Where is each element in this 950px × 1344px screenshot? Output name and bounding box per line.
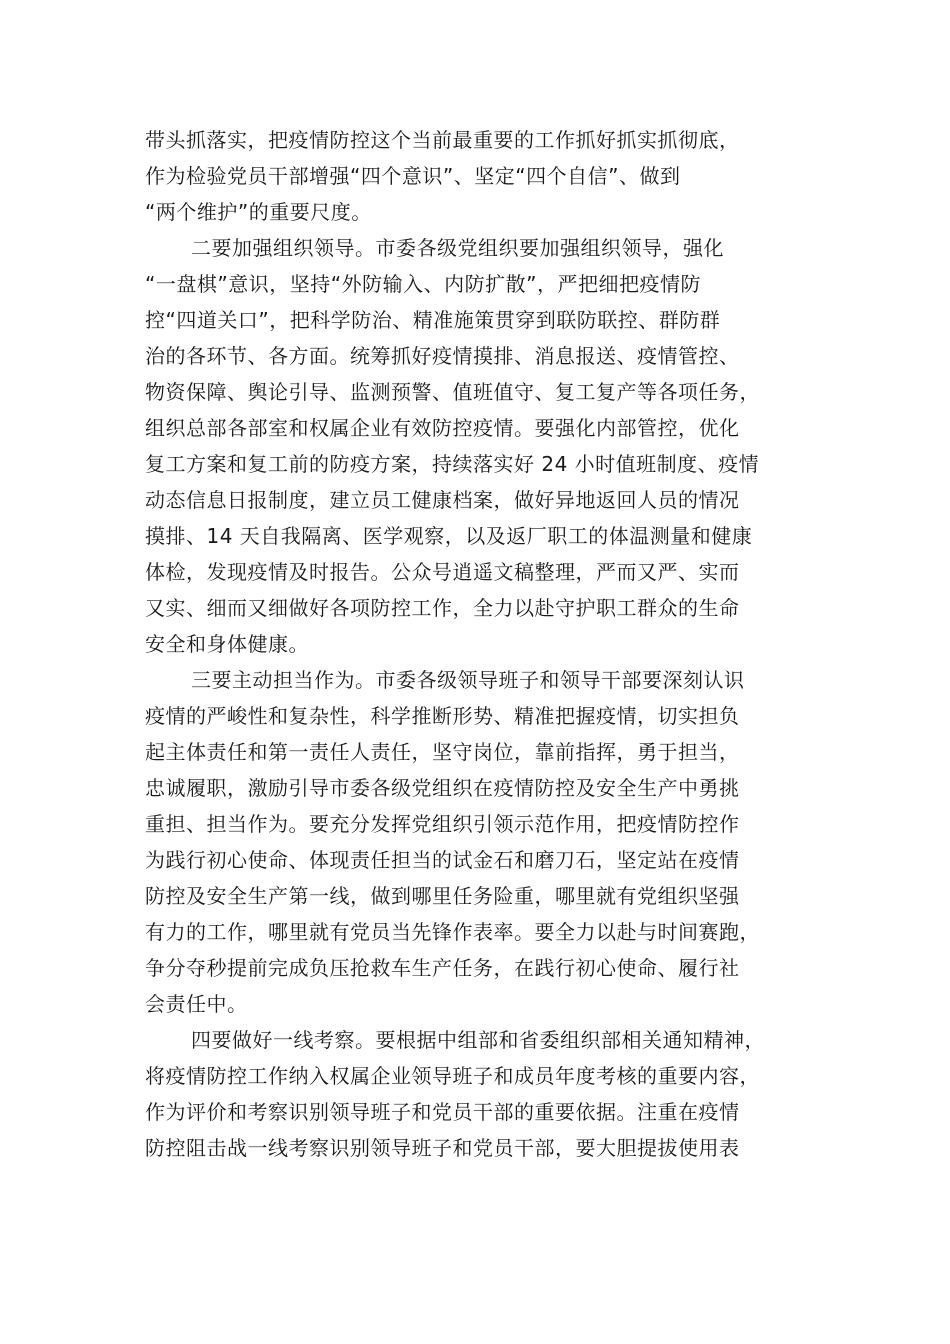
text-line: 作为评价和考察识别领导班子和党员干部的重要依据。注重在疫情 [145,1100,740,1124]
text-line: 动态信息日报制度，建立员工健康档案，做好异地返回人员的情况 [145,488,740,512]
text-line: 将疫情防控工作纳入权属企业领导班子和成员年度考核的重要内容， [145,1064,760,1088]
text-line: 起主体责任和第一责任人责任，坚守岗位，靠前指挥，勇于担当， [145,740,740,764]
text-line: 摸排、14 天自我隔离、医学观察，以及返厂职工的体温测量和健康 [145,524,753,548]
text-line: 带头抓落实，把疫情防控这个当前最重要的工作抓好抓实抓彻底， [145,128,740,152]
paragraph-start-line: 四要做好一线考察。要根据中组部和省委组织部相关通知精神， [191,1028,765,1052]
text-line: 为践行初心使命、体现责任担当的试金石和磨刀石，坚定站在疫情 [145,848,740,872]
text-line: 防控及安全生产第一线，做到哪里任务险重，哪里就有党组织坚强 [145,884,740,908]
paragraph-start-line: 三要主动担当作为。市委各级领导班子和领导干部要深刻认识 [191,668,745,692]
text-line: 复工方案和复工前的防疫方案，持续落实好 24 小时值班制度、疫情 [145,452,760,476]
text-line: 争分夺秒提前完成负压抢救车生产任务，在践行初心使命、履行社 [145,956,740,980]
text-line: 疫情的严峻性和复杂性，科学推断形势、精准把握疫情，切实担负 [145,704,740,728]
paragraph-start-line: 二要加强组织领导。市委各级党组织要加强组织领导，强化 [191,236,724,260]
text-line: 物资保障、舆论引导、监测预警、值班值守、复工复产等各项任务， [145,380,760,404]
text-line: 有力的工作，哪里就有党员当先锋作表率。要全力以赴与时间赛跑， [145,920,760,944]
text-line: 作为检验党员干部增强“四个意识”、坚定“四个自信”、做到 [145,164,681,188]
text-line: 重担、担当作为。要充分发挥党组织引领示范作用，把疫情防控作 [145,812,740,836]
text-line: 治的各环节、各方面。统筹抓好疫情摸排、消息报送、疫情管控、 [145,344,740,368]
text-line: 组织总部各部室和权属企业有效防控疫情。要强化内部管控，优化 [145,416,740,440]
text-line: “两个维护”的重要尺度。 [145,200,372,224]
text-line: 忠诚履职，激励引导市委各级党组织在疫情防控及安全生产中勇挑 [145,776,740,800]
text-line: 安全和身体健康。 [145,632,309,656]
text-line: 控“四道关口”，把科学防治、精准施策贯穿到联防联控、群防群 [145,308,721,332]
text-line: “一盘棋”意识，坚持“外防输入、内防扩散”，严把细把疫情防 [145,272,701,296]
text-line: 会责任中。 [145,992,248,1016]
text-line: 体检，发现疫情及时报告。公众号逍遥文稿整理，严而又严、实而 [145,560,740,584]
text-line: 又实、细而又细做好各项防控工作，全力以赴守护职工群众的生命 [145,596,740,620]
text-line: 防控阻击战一线考察识别领导班子和党员干部，要大胆提拔使用表 [145,1136,740,1160]
